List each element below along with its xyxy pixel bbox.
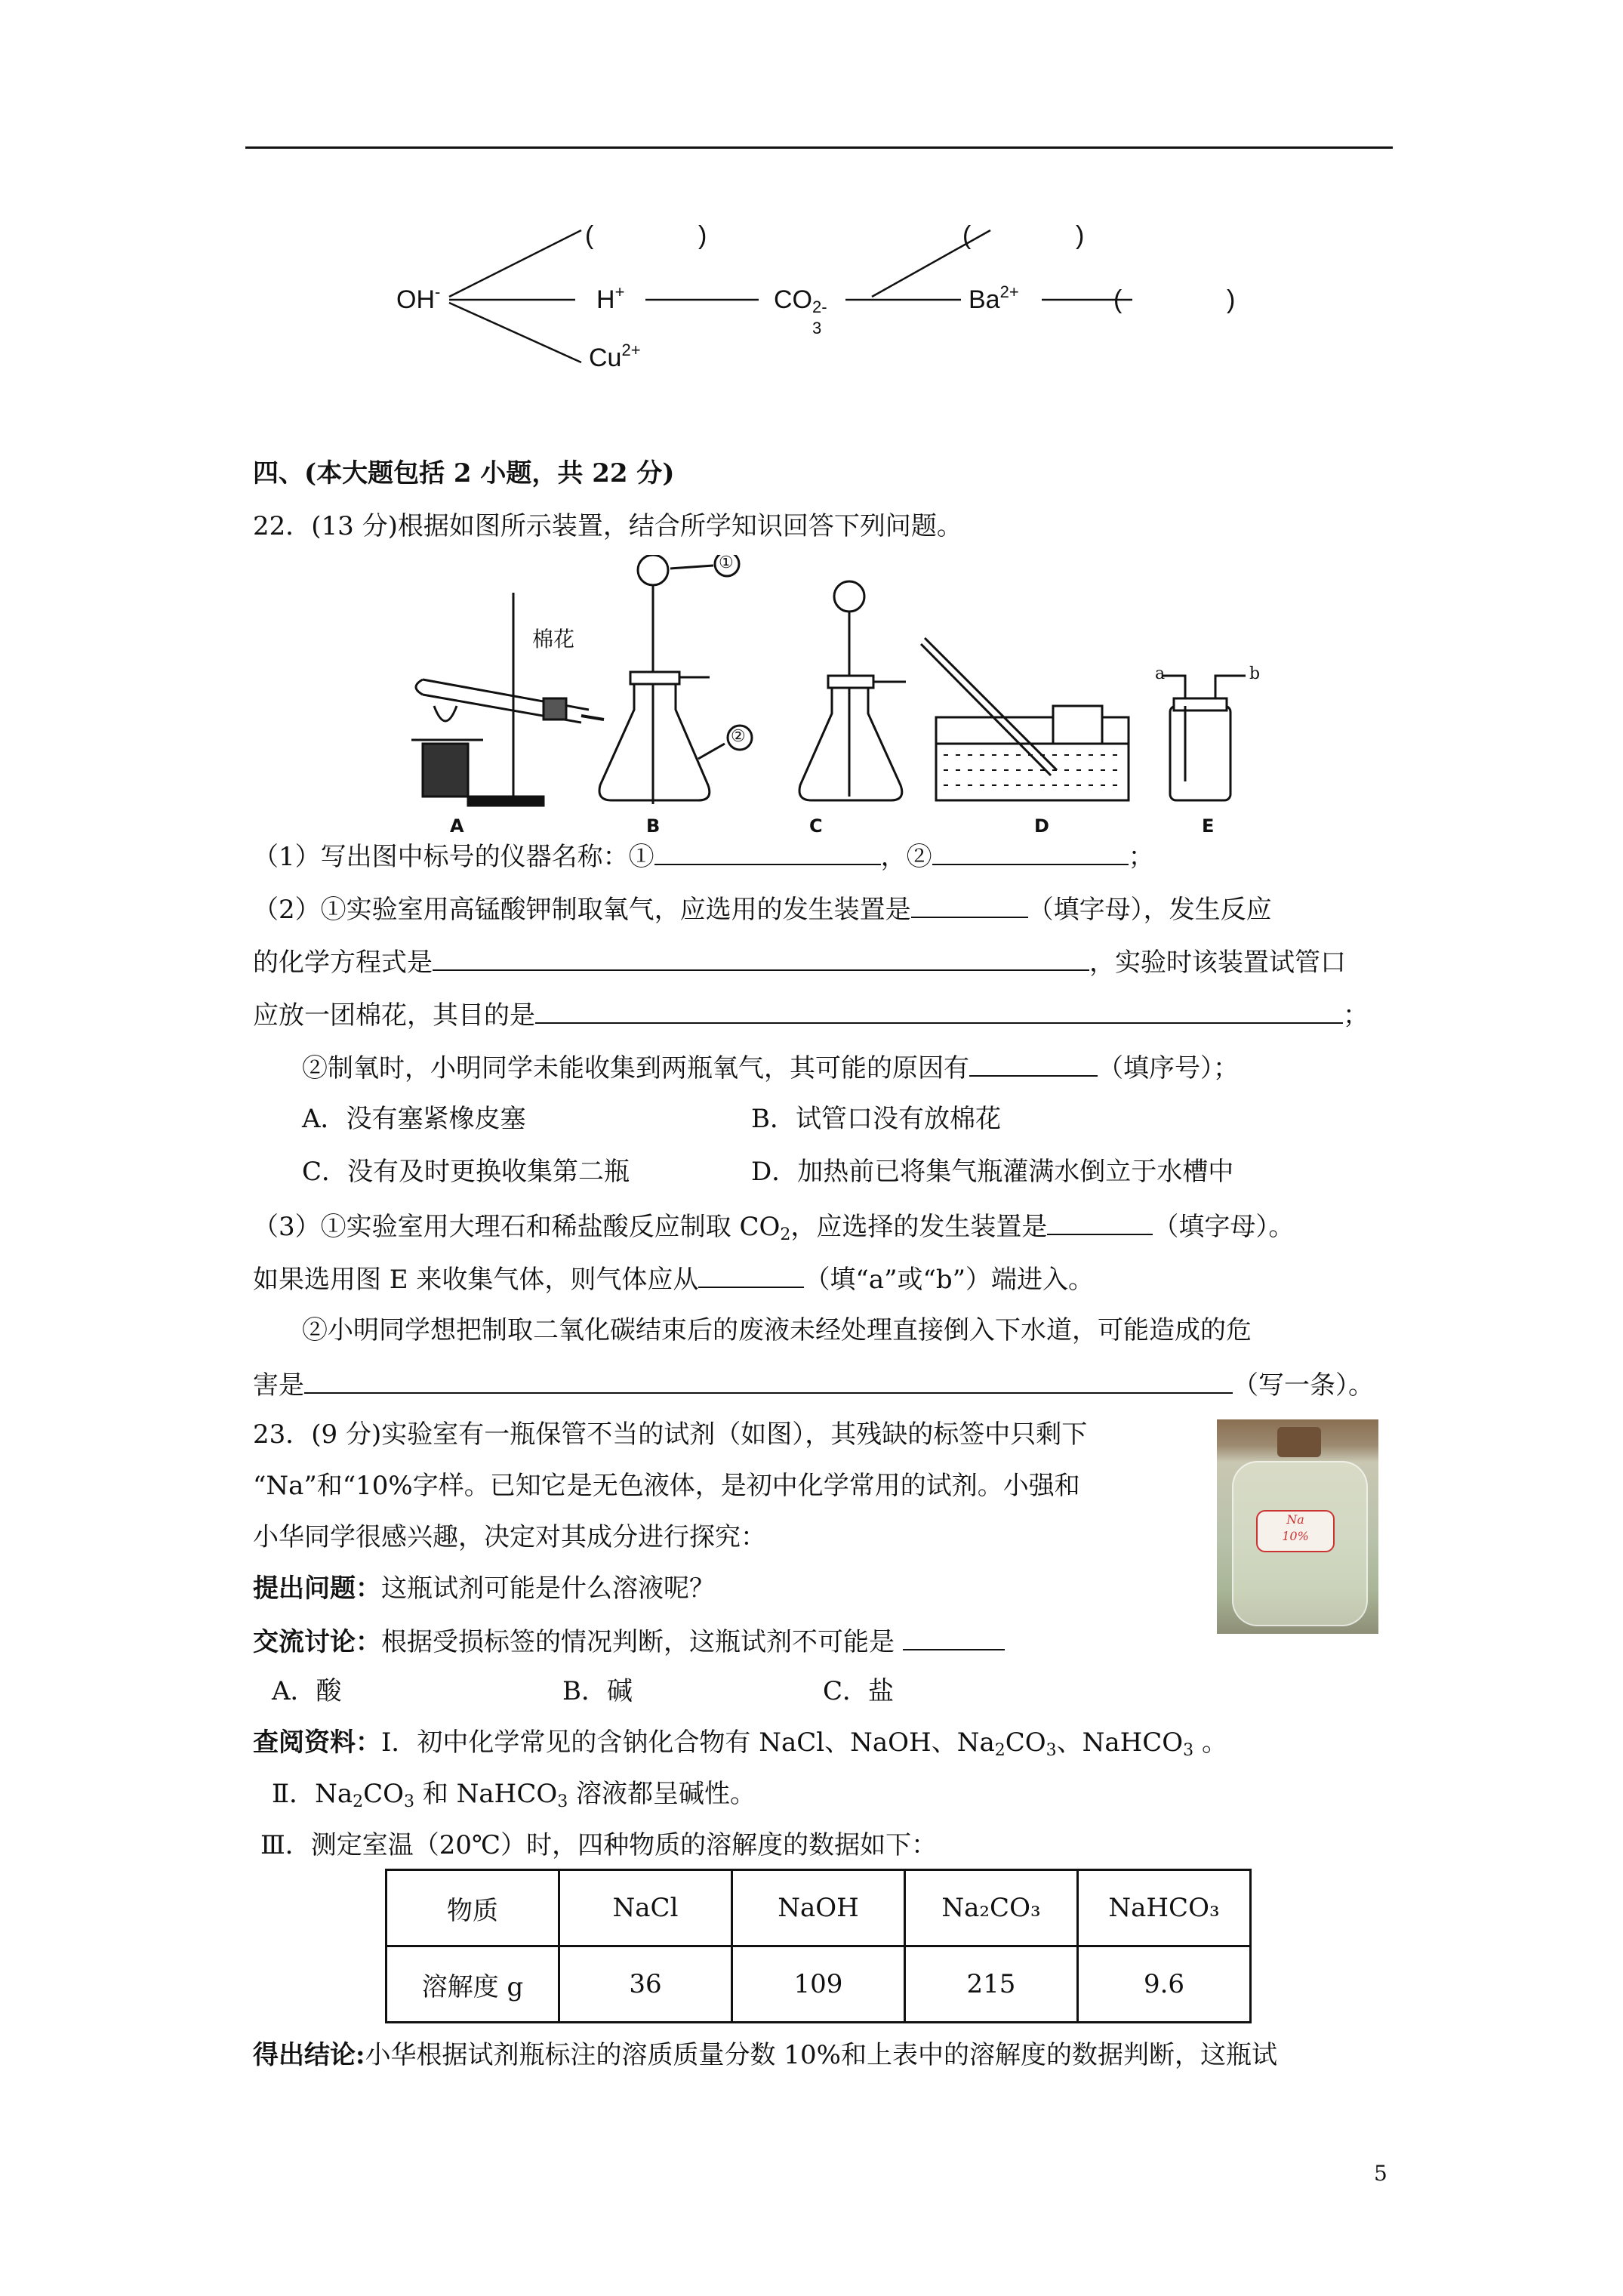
marker-1: ① bbox=[719, 553, 734, 572]
answer-blank[interactable] bbox=[535, 997, 1343, 1024]
blank-paren-2-close: ) bbox=[1076, 221, 1085, 250]
header-rule bbox=[245, 146, 1393, 149]
page-number: 5 bbox=[1374, 2161, 1387, 2186]
q23-ref-3: Ⅲ．测定室温（20℃）时，四种物质的溶解度的数据如下： bbox=[260, 1830, 938, 1860]
q23-ref-2: Ⅱ．$Na_2CO_3$ 和 NaHCO$_3$ 溶液都呈碱性。 bbox=[272, 1779, 756, 1811]
ion-cu: $Cu^{2+}$ bbox=[589, 341, 641, 372]
q23-line1: 23．(9 分)实验室有一瓶保管不当的试剂（如图），其残缺的标签中只剩下 bbox=[253, 1419, 1088, 1450]
q23-ref-1: 查阅资料：Ⅰ．初中化学常见的含钠化合物有 NaCl、NaOH、$Na_2CO_3$、NaHCO$_3$ 。 bbox=[253, 1727, 1227, 1760]
table-cell: Na₂CO₃ bbox=[905, 1870, 1078, 1946]
blank-paren-3-close: ) bbox=[1227, 285, 1236, 314]
blank-paren-1-open: ( bbox=[585, 221, 594, 250]
q22-part3-line3: ②小明同学想把制取二氧化碳结束后的废液未经处理直接倒入下水道，可能造成的危 bbox=[302, 1315, 1252, 1345]
bottle-label: Na 10% bbox=[1256, 1510, 1335, 1552]
table-cell: NaOH bbox=[732, 1870, 905, 1946]
answer-blank[interactable] bbox=[433, 944, 1089, 971]
port-b-label: b bbox=[1249, 664, 1261, 683]
q22-part3-line2: 如果选用图 E 来收集气体，则气体应从 （填“a”或“b”）端进入。 bbox=[253, 1261, 1094, 1296]
q22-stem: 22．(13 分)根据如图所示装置，结合所学知识回答下列问题。 bbox=[253, 511, 962, 541]
answer-blank[interactable] bbox=[903, 1623, 1005, 1650]
q22-option-d: D．加热前已将集气瓶灌满水倒立于水槽中 bbox=[751, 1157, 1234, 1187]
blank-paren-1-close: ) bbox=[698, 221, 707, 250]
q23-line3: 小华同学很感兴趣，决定对其成分进行探究： bbox=[253, 1522, 766, 1552]
ion-co3: CO 2- 3 bbox=[774, 285, 827, 337]
table-cell: NaCl bbox=[559, 1870, 732, 1946]
blank-paren-2-open: ( bbox=[962, 221, 972, 250]
apparatus-label-e: E bbox=[1202, 815, 1215, 837]
q22-part2-line2: 的化学方程式是 ，实验时该装置试管口 bbox=[253, 944, 1346, 979]
table-cell: NaHCO₃ bbox=[1078, 1870, 1251, 1946]
port-a-label: a bbox=[1155, 664, 1166, 683]
q23-conclusion: 得出结论:小华根据试剂瓶标注的溶质质量分数 10%和上表中的溶解度的数据判断，这瓶试 bbox=[253, 2040, 1277, 2070]
q22-part1: （1）写出图中标号的仪器名称：① ，② ； bbox=[253, 838, 1154, 874]
answer-blank[interactable] bbox=[911, 891, 1028, 918]
q23-discussion: 交流讨论：根据受损标签的情况判断，这瓶试剂不可能是 bbox=[253, 1623, 1005, 1659]
q23-line2: “Na”和“10%字样。已知它是无色液体，是初中化学常用的试剂。小强和 bbox=[253, 1471, 1080, 1501]
bottle-stopper bbox=[1277, 1427, 1321, 1457]
q22-part2-line3: 应放一团棉花，其目的是 ； bbox=[253, 997, 1369, 1032]
blank-paren-3-open: ( bbox=[1113, 285, 1123, 314]
q23-option-b: B．碱 bbox=[562, 1676, 633, 1706]
lab-apparatus-figure bbox=[393, 555, 1298, 838]
answer-blank[interactable] bbox=[1047, 1208, 1153, 1235]
answer-blank[interactable] bbox=[932, 838, 1129, 865]
q23-option-c: C．盐 bbox=[823, 1676, 895, 1706]
apparatus-label-b: B bbox=[646, 815, 661, 837]
answer-blank[interactable] bbox=[698, 1261, 804, 1288]
answer-blank[interactable] bbox=[969, 1049, 1098, 1077]
q22-option-c: C．没有及时更换收集第二瓶 bbox=[302, 1157, 630, 1187]
q23-option-a: A．酸 bbox=[272, 1676, 342, 1706]
table-cell: 109 bbox=[732, 1946, 905, 2023]
table-cell: 215 bbox=[905, 1946, 1078, 2023]
marker-2: ② bbox=[731, 727, 746, 746]
reagent-bottle-photo bbox=[1217, 1419, 1378, 1634]
apparatus-label-d: D bbox=[1034, 815, 1049, 837]
section-4-heading: 四、(本大题包括 2 小题，共 22 分) bbox=[253, 458, 675, 488]
q22-part3-line4: 害是 （写一条）。 bbox=[253, 1367, 1374, 1402]
q22-part2-line1: （2）①实验室用高锰酸钾制取氧气，应选用的发生装置是 （填字母），发生反应 bbox=[253, 891, 1272, 926]
apparatus-label-c: C bbox=[809, 815, 823, 837]
table-cell: 9.6 bbox=[1078, 1946, 1251, 2023]
cotton-label: 棉花 bbox=[532, 627, 575, 652]
table-cell: 溶解度 g bbox=[387, 1946, 559, 2023]
table-header-row bbox=[387, 1870, 1251, 1946]
table-cell: 物质 bbox=[387, 1870, 559, 1946]
solubility-table bbox=[385, 1869, 1252, 2023]
answer-blank[interactable] bbox=[654, 838, 881, 865]
table-row bbox=[387, 1946, 1251, 2023]
ion-ba: $Ba^{2+}$ bbox=[969, 282, 1019, 314]
q22-option-a: A．没有塞紧橡皮塞 bbox=[302, 1104, 526, 1134]
table-cell: 36 bbox=[559, 1946, 732, 2023]
apparatus-label-a: A bbox=[450, 815, 464, 837]
q23-ask: 提出问题：这瓶试剂可能是什么溶液呢？ bbox=[253, 1573, 715, 1604]
answer-blank[interactable] bbox=[304, 1367, 1233, 1394]
q22-part3-line1: （3）①实验室用大理石和稀盐酸反应制取 $CO_2$，应选择的发生装置是 （填字母）。 bbox=[253, 1208, 1294, 1244]
q22-part2-line4: ②制氧时，小明同学未能收集到两瓶氧气，其可能的原因有 （填序号）； bbox=[302, 1049, 1239, 1085]
q22-option-b: B．试管口没有放棉花 bbox=[751, 1104, 1001, 1134]
ion-oh: OH- bbox=[396, 282, 441, 314]
ion-h: H+ bbox=[596, 282, 625, 314]
